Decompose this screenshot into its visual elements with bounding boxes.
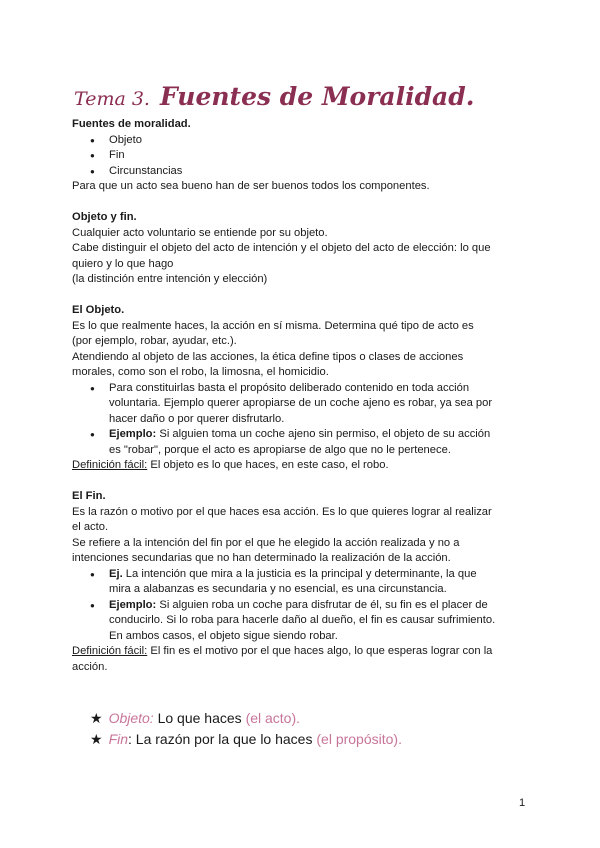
- list-item-text: Si alguien toma un coche ajeno sin permiso, el objeto de su acción: [156, 428, 491, 440]
- example-label: Ej.: [109, 567, 123, 580]
- paragraph-line: Cualquier acto voluntario se entiende por su objeto.: [72, 226, 328, 239]
- summary-row-fin: [90, 729, 402, 750]
- definition-label: Definición fácil:: [72, 459, 148, 471]
- definition-text: El objeto es lo que haces, en este caso, el robo.: [147, 459, 389, 471]
- title-main: Fuentes de Moralidad.: [159, 82, 475, 111]
- summary-note: (el propósito).: [316, 731, 402, 747]
- document-body: [72, 117, 532, 675]
- summary-label: Objeto:: [108, 710, 154, 726]
- title-prefix: Tema 3.: [74, 88, 150, 110]
- paragraph-line: (por ejemplo, robar, ayudar, etc.).: [72, 335, 237, 347]
- star-icon: ★: [90, 731, 103, 747]
- paragraph-line: Es lo que realmente haces, la acción en sí misma. Determina qué tipo de acto es: [72, 319, 474, 332]
- paragraph-line: Atendiendo al objeto de las acciones, la ética define tipos o clases de acciones: [72, 350, 464, 363]
- summary-label: Fin: [108, 731, 129, 747]
- objeto-bullets: [72, 381, 532, 459]
- list-item: ● Fin: [72, 148, 532, 164]
- paragraph-line: morales, como son el robo, la limosna, el homicidio.: [72, 366, 329, 378]
- star-icon: ★: [90, 710, 103, 726]
- section-heading-fuentes: Fuentes de moralidad.: [72, 118, 191, 130]
- paragraph-line: Para que un acto sea bueno han de ser buenos todos los componentes.: [72, 180, 430, 192]
- list-item: [72, 427, 532, 458]
- list-item-line: ● Para constituirlas basta el propósito deliberado contenido en toda acción: [109, 381, 470, 394]
- paragraph-line: Se refiere a la intención del fin por el que he elegido la acción realizada y no a: [72, 536, 460, 549]
- list-item: [72, 567, 532, 598]
- example-label: Ejemplo:: [109, 428, 157, 440]
- fin-bullets: [72, 567, 532, 645]
- list-item-line: hacer daño o por querer disfrutarlo.: [109, 412, 285, 425]
- list-item-line: conducirlo. Si lo roba para hacerle daño al dueño, el fin es causar sufrimiento.: [109, 614, 496, 626]
- list-item-text: La intención que mira a la justicia es la principal y determinante, la que: [122, 567, 477, 580]
- section-heading-objeto-fin: Objeto y fin.: [72, 211, 137, 223]
- paragraph-line: Es la razón o motivo por el que haces esa acción. Es lo que quieres lograr al realizar: [72, 505, 492, 518]
- list-item: [72, 598, 532, 645]
- list-item: ● Circunstancias: [72, 164, 532, 180]
- page-title: [74, 78, 474, 110]
- summary-note: (el acto).: [245, 710, 301, 726]
- paragraph-line: quiero y lo que hago: [72, 257, 174, 270]
- summary-row-objeto: [90, 708, 402, 729]
- list-item-line: En ambos casos, el objeto sigue siendo robar.: [109, 629, 338, 642]
- summary-block: [90, 708, 402, 750]
- list-item-line: mira a alabanzas es secundaria y no esencial, es una circunstancia.: [109, 583, 447, 595]
- section-heading-objeto: El Objeto.: [72, 304, 125, 316]
- section-heading-fin: El Fin.: [72, 490, 106, 502]
- definition-label: Definición fácil:: [72, 645, 148, 657]
- paragraph-line: (la distinción entre intención y elección): [72, 273, 268, 285]
- paragraph-line: acción.: [72, 660, 108, 673]
- summary-colon: :: [128, 731, 132, 747]
- list-item-text: Si alguien roba un coche para disfrutar de él, su fin es el placer de: [156, 598, 488, 611]
- paragraph-line: intenciones secundarias que no han determinado la realización de la acción.: [72, 552, 451, 564]
- summary-text: La razón por la que lo haces: [131, 731, 317, 747]
- sources-list: [72, 133, 532, 180]
- paragraph-line: el acto.: [72, 521, 109, 533]
- page-number: 1: [519, 797, 526, 809]
- list-item-line: voluntaria. Ejemplo querer apropiarse de un coche ajeno es robar, ya sea por: [109, 397, 493, 409]
- list-item-line: es "robar", porque el acto es apropiarse de algo que no le pertenece.: [109, 443, 451, 456]
- list-item: ● Objeto: [72, 133, 532, 149]
- example-label: Ejemplo:: [109, 598, 157, 611]
- definition-text: El fin es el motivo por el que haces algo, lo que esperas lograr con la: [147, 645, 493, 657]
- summary-text: Lo que haces: [153, 710, 246, 726]
- paragraph-line: Cabe distinguir el objeto del acto de intención y el objeto del acto de elección: lo que: [72, 242, 491, 254]
- list-item: [72, 381, 532, 428]
